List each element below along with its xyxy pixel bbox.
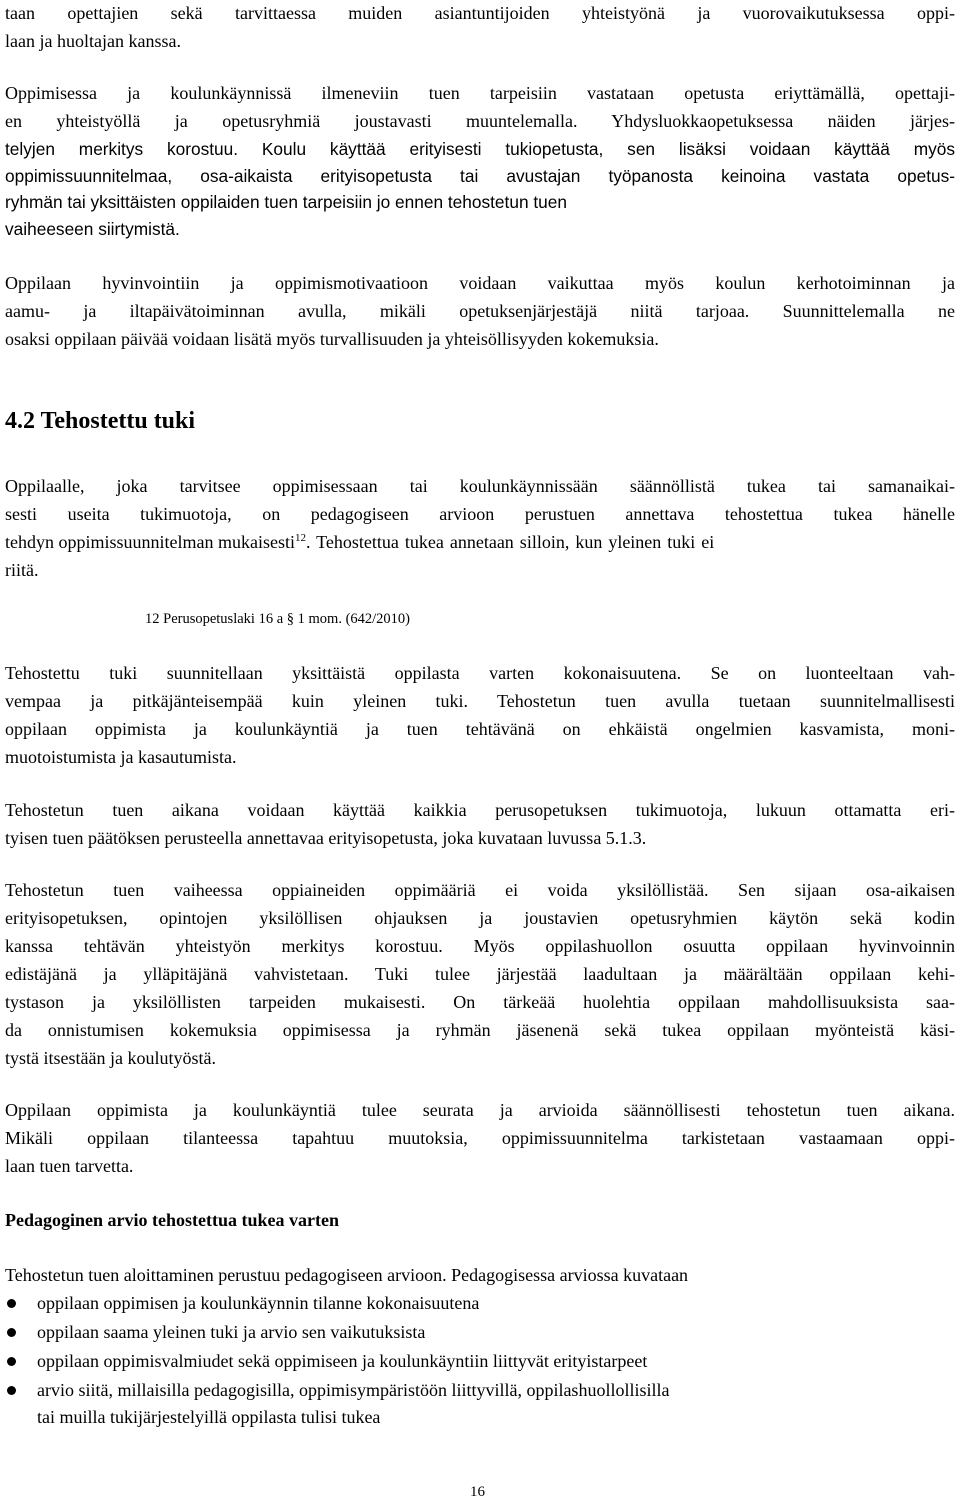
subheading: Pedagoginen arvio tehostettua tukea varten [5,1210,339,1230]
bullet-icon [7,1357,16,1366]
text-line: Tehostetun tuen aikana voidaan käyttää kaikkia perusopetuksen tukimuotoja, lukuun ottamatta eri- [5,800,955,820]
bullet-icon [7,1386,16,1395]
bullet-icon [7,1328,16,1337]
text-line: tystä itsestään ja koulutyöstä. [5,1048,216,1068]
list-item: oppilaan oppimisen ja koulunkäynnin tilanne kokonaisuutena [37,1293,480,1313]
text-line: Tehostetun tuen vaiheessa oppiaineiden oppimääriä ei voida yksilöllistää. Sen sijaan osa-aikaisen [5,880,955,900]
text-line: edistäjänä ja ylläpitäjänä vahvistetaan. Tuki tulee järjestää laadultaan ja määrältään oppilaan kehi- [5,964,955,984]
footnote: 12 Perusopetuslaki 16 a § 1 mom. (642/2010) [145,611,411,627]
footnote-reference: 12 [294,532,306,544]
text-line: taan opettajien sekä tarvittaessa muiden asiantuntijoiden yhteistyönä ja vuorovaikutuksessa oppi- [5,3,955,23]
text-line: Oppimisessa ja koulunkäynnissä ilmeneviin tuen tarpeisiin vastataan opetusta eriyttämällä, opettaji- [5,83,955,103]
text-line [5,529,955,555]
text-line: laan ja huoltajan kanssa. [5,31,181,51]
text-line: osaksi oppilaan päivää voidaan lisätä myös turvallisuuden ja yhteisöllisyyden kokemuksia. [5,329,659,349]
text-line: telyjen merkitys korostuu. Koulu käyttää erityisesti tukiopetusta, sen lisäksi voidaan käyttää myös [5,139,955,159]
section-heading: 4.2 Tehostettu tuki [5,408,196,434]
list-item-continuation: tai muilla tukijärjestelyillä oppilasta tulisi tukea [37,1407,381,1427]
text-line: tyisen tuen päätöksen perusteella annettavaa erityisopetusta, joka kuvataan luvussa 5.1.3. [5,828,647,848]
text-line: Oppilaalle, joka tarvitsee oppimisessaan tai koulunkäynnissään säännöllistä tukea tai samanaikai- [5,476,955,496]
text-line: laan tuen tarvetta. [5,1156,134,1176]
text-line: Oppilaan oppimista ja koulunkäyntiä tulee seurata ja arvioida säännöllisesti tehostetun tuen aikana. [5,1100,955,1120]
text-line: tystason ja yksilöllisten tarpeiden mukaisesti. On tärkeää huolehtia oppilaan mahdollisuuksista saa- [5,992,955,1012]
text-line: vaiheeseen siirtymistä. [5,219,180,239]
text-line: erityisopetuksen, opintojen yksilöllisen ohjauksen ja joustavien opetusryhmien käytön sekä kodin [5,908,955,928]
bullet-icon [7,1299,16,1308]
text-line: kanssa tehtävän yhteistyön merkitys korostuu. Myös oppilashuollon osuutta oppilaan hyvinvoinnin [5,936,955,956]
text-line: muotoistumista ja kasautumista. [5,747,237,767]
page-number: 16 [470,1484,485,1500]
text-line: oppimissuunnitelmaa, osa-aikaista erityisopetusta tai avustajan työpanosta keinoina vastata opetus- [5,166,955,186]
text-line: Mikäli oppilaan tilanteessa tapahtuu muutoksia, oppimissuunnitelma tarkistetaan vastaamaan oppi- [5,1128,955,1148]
text-line: ryhmän tai yksittäisten oppilaiden tuen tarpeisiin jo ennen tehostetun tuen [5,192,568,212]
list-item: arvio siitä, millaisilla pedagogisilla, oppimisympäristöön liittyvillä, oppilashuollollisilla [37,1380,670,1400]
text-line: Tehostetun tuen aloittaminen perustuu pedagogiseen arvioon. Pedagogisessa arviossa kuvataan [5,1265,689,1285]
list-item: oppilaan oppimisvalmiudet sekä oppimiseen ja koulunkäyntiin liittyvät erityistarpeet [37,1351,648,1371]
text-line: aamu- ja iltapäivätoiminnan avulla, mikäli opetuksenjärjestäjä niitä tarjoaa. Suunnittelemalla ne [5,301,955,321]
list-item: oppilaan saama yleinen tuki ja arvio sen vaikutuksista [37,1322,426,1342]
text-line: Oppilaan hyvinvointiin ja oppimismotivaatioon voidaan vaikuttaa myös koulun kerhotoiminnan ja [5,273,955,293]
text-segment: tehdyn oppimissuunnitelman mukaisesti [5,532,295,552]
text-line: oppilaan oppimista ja koulunkäyntiä ja tuen tehtävänä on ehkäistä ongelmien kasvamista, moni- [5,719,955,739]
text-line: sesti useita tukimuotoja, on pedagogiseen arvioon perustuen annettava tehostettua tukea hänelle [5,504,955,524]
text-line: en yhteistyöllä ja opetusryhmiä joustavasti muuntelemalla. Yhdysluokkaopetuksessa näiden järjes- [5,111,955,131]
text-line: vempaa ja pitkäjänteisempää kuin yleinen tuki. Tehostetun tuen avulla tuetaan suunnitelmallisesti [5,691,955,711]
text-segment: . Tehostettua tukea annetaan silloin, kun yleinen tuki ei [305,532,715,552]
text-line: Tehostettu tuki suunnitellaan yksittäistä oppilasta varten kokonaisuutena. Se on luonteeltaan vah- [5,663,955,683]
text-line: da onnistumisen kokemuksia oppimisessa ja ryhmän jäsenenä sekä tukea oppilaan myönteistä käsi- [5,1020,955,1040]
text-line: riitä. [5,560,39,580]
